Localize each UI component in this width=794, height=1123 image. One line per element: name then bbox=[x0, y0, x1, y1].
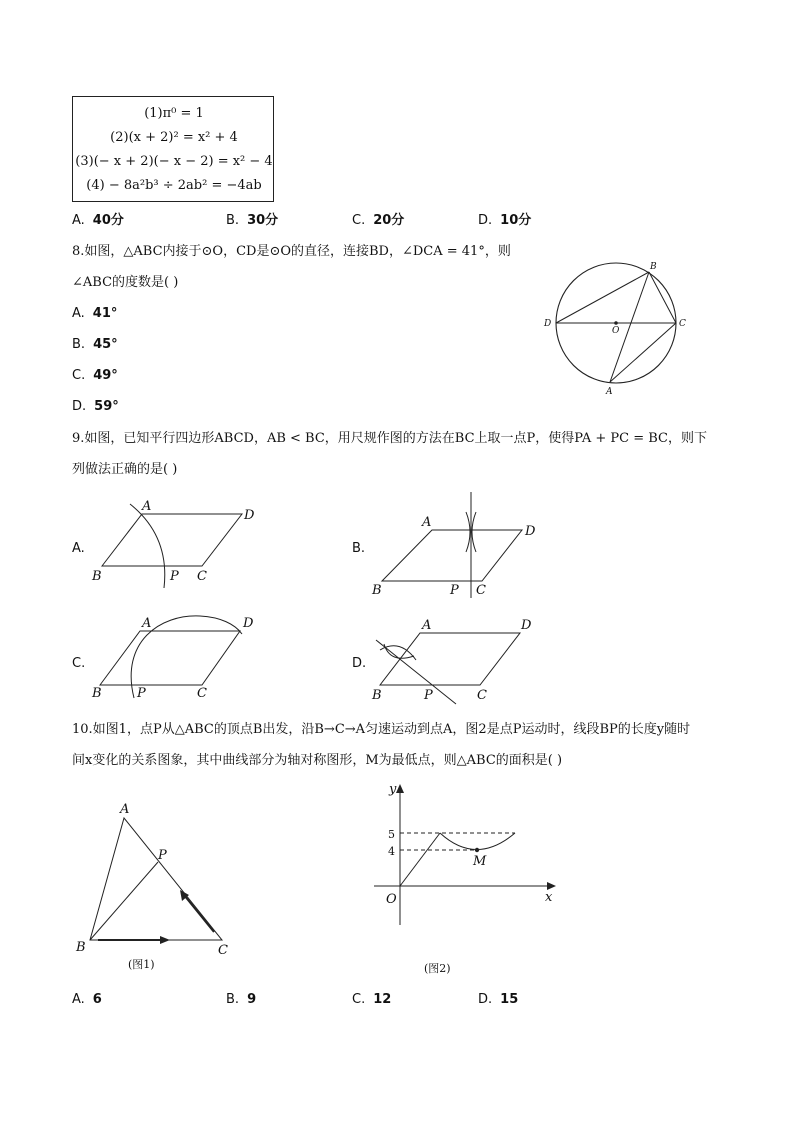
formula-line-1: (1)π⁰ = 1 bbox=[144, 106, 204, 121]
q8-option-d-key: D. bbox=[72, 399, 87, 414]
graph-curve-part bbox=[440, 833, 515, 850]
label-x: x bbox=[545, 890, 553, 905]
q10-option-b-key: B. bbox=[226, 992, 240, 1007]
q8-option-c[interactable] bbox=[72, 367, 118, 385]
q7-option-d[interactable] bbox=[478, 212, 531, 230]
q10-figure-1 bbox=[72, 798, 242, 963]
formula-line-2: (2)(x + 2)² = x² + 4 bbox=[110, 130, 238, 145]
q8-stem-line-1: 8.如图，△ABC内接于⊙O，CD是⊙O的直径，连接BD，∠DCA = 41°，则 bbox=[72, 244, 511, 259]
label-c: C bbox=[197, 686, 207, 701]
label-p: P bbox=[450, 583, 459, 598]
triangle-abc bbox=[90, 818, 222, 940]
q8-option-b-value: 45° bbox=[93, 337, 118, 352]
q9-stem-line-2: 列做法正确的是( ) bbox=[72, 462, 178, 477]
label-a: A bbox=[422, 618, 432, 633]
label-a: A bbox=[606, 387, 613, 397]
formula-line-3: (3)(− x + 2)(− x − 2) = x² − 4 bbox=[75, 154, 273, 169]
label-y: y bbox=[389, 782, 397, 797]
q7-option-d-value: 10分 bbox=[500, 213, 532, 228]
arrow-ca-shaft bbox=[184, 895, 214, 932]
label-d: D bbox=[544, 319, 552, 329]
label-m: M bbox=[473, 854, 487, 869]
y-axis-arrow bbox=[396, 784, 404, 793]
q10-option-b-value: 9 bbox=[247, 992, 257, 1007]
q10-option-d-key: D. bbox=[478, 992, 493, 1007]
segment-db bbox=[556, 272, 649, 323]
q9-figure-b bbox=[370, 490, 550, 600]
label-a: A bbox=[142, 616, 152, 631]
q9-option-d-key: D. bbox=[352, 656, 367, 671]
bisector-line-d bbox=[376, 640, 456, 704]
parallelogram-d bbox=[380, 633, 520, 685]
fig1-caption: (图1) bbox=[128, 958, 155, 971]
q9-stem-line-1: 9.如图，已知平行四边形ABCD，AB < BC，用尺规作图的方法在BC上取一点P，使得PA + PC = BC，则下 bbox=[72, 431, 707, 446]
label-o: O bbox=[612, 326, 620, 336]
label-p: P bbox=[137, 686, 146, 701]
label-b: B bbox=[372, 583, 382, 598]
segment-ac bbox=[610, 323, 676, 382]
q9-option-b-key: B. bbox=[352, 541, 366, 556]
q9-option-c-key: C. bbox=[72, 656, 86, 671]
q7-option-a[interactable] bbox=[72, 212, 124, 230]
q7-option-c-value: 20分 bbox=[373, 213, 405, 228]
label-p: P bbox=[170, 569, 179, 584]
q8-option-b-key: B. bbox=[72, 337, 86, 352]
q8-option-b[interactable] bbox=[72, 336, 118, 354]
segment-bc bbox=[649, 272, 676, 323]
q10-figure-2 bbox=[370, 780, 570, 940]
label-d: D bbox=[243, 616, 254, 631]
q7-option-c[interactable] bbox=[352, 212, 404, 230]
label-c: C bbox=[197, 569, 207, 584]
q10-option-b[interactable] bbox=[226, 991, 256, 1009]
label-a: A bbox=[120, 802, 130, 817]
q10-option-d[interactable] bbox=[478, 991, 518, 1009]
formula-box bbox=[72, 96, 274, 202]
q9-figure-d bbox=[370, 612, 550, 702]
segment-bp bbox=[90, 862, 158, 940]
label-p: P bbox=[424, 688, 433, 703]
q9-option-a-key: A. bbox=[72, 541, 85, 556]
q10-option-a[interactable] bbox=[72, 991, 102, 1009]
parallelogram-b bbox=[382, 530, 522, 581]
q9-figure-a bbox=[90, 496, 270, 586]
parallelogram-c bbox=[100, 631, 240, 685]
q10-option-d-value: 15 bbox=[500, 992, 519, 1007]
arc-b-2 bbox=[472, 512, 476, 552]
q7-option-b[interactable] bbox=[226, 212, 278, 230]
q8-stem-line-2: ∠ABC的度数是( ) bbox=[72, 275, 179, 290]
q7-option-c-key: C. bbox=[352, 213, 366, 228]
point-m bbox=[475, 848, 479, 852]
parallelogram-a bbox=[102, 514, 242, 566]
q8-option-c-key: C. bbox=[72, 368, 86, 383]
formula-line-4: (4) − 8a²b³ ÷ 2ab² = −4ab bbox=[86, 178, 262, 193]
q7-option-d-key: D. bbox=[478, 213, 493, 228]
label-b: B bbox=[76, 940, 86, 955]
label-d: D bbox=[521, 618, 532, 633]
label-c: C bbox=[679, 319, 686, 329]
x-axis-arrow bbox=[547, 882, 556, 890]
label-c: C bbox=[218, 943, 228, 958]
label-a: A bbox=[422, 515, 432, 530]
label-p: P bbox=[158, 848, 167, 863]
q8-circle-figure bbox=[540, 258, 700, 398]
label-d: D bbox=[244, 508, 255, 523]
label-b: B bbox=[92, 569, 102, 584]
q10-option-c-value: 12 bbox=[373, 992, 392, 1007]
label-a: A bbox=[142, 499, 152, 514]
graph-linear-part bbox=[400, 833, 440, 886]
q9-figure-c bbox=[90, 612, 270, 702]
q8-option-d[interactable] bbox=[72, 398, 119, 416]
center-dot bbox=[614, 321, 618, 325]
q7-option-a-value: 40分 bbox=[92, 213, 124, 228]
q10-stem-line-1: 10.如图1，点P从△ABC的顶点B出发，沿B→C→A匀速运动到点A，图2是点P运动时，线段BP的长度y随时 bbox=[72, 722, 691, 737]
tick-label-4: 4 bbox=[388, 845, 395, 858]
arc-b-1 bbox=[466, 512, 470, 552]
label-c: C bbox=[476, 583, 486, 598]
fig2-caption: (图2) bbox=[424, 962, 451, 975]
q8-option-a-value: 41° bbox=[92, 306, 118, 321]
label-o: O bbox=[386, 892, 397, 907]
label-c: C bbox=[477, 688, 487, 703]
q10-option-c-key: C. bbox=[352, 992, 366, 1007]
q10-option-a-key: A. bbox=[72, 992, 85, 1007]
q7-option-b-value: 30分 bbox=[247, 213, 279, 228]
label-b: B bbox=[92, 686, 102, 701]
q7-option-a-key: A. bbox=[72, 213, 85, 228]
arrow-bc-head bbox=[160, 936, 170, 944]
tick-label-5: 5 bbox=[388, 828, 395, 841]
label-b: B bbox=[650, 262, 657, 272]
q8-option-c-value: 49° bbox=[93, 368, 118, 383]
q8-option-d-value: 59° bbox=[94, 399, 119, 414]
q8-option-a[interactable] bbox=[72, 305, 117, 323]
q10-stem-line-2: 间x变化的关系图象，其中曲线部分为轴对称图形，M为最低点，则△ABC的面积是( ) bbox=[72, 753, 563, 768]
q10-option-a-value: 6 bbox=[92, 992, 102, 1007]
label-d: D bbox=[525, 524, 536, 539]
q8-option-a-key: A. bbox=[72, 306, 85, 321]
arc-a bbox=[130, 504, 165, 588]
label-b: B bbox=[372, 688, 382, 703]
q10-option-c[interactable] bbox=[352, 991, 391, 1009]
q7-option-b-key: B. bbox=[226, 213, 240, 228]
